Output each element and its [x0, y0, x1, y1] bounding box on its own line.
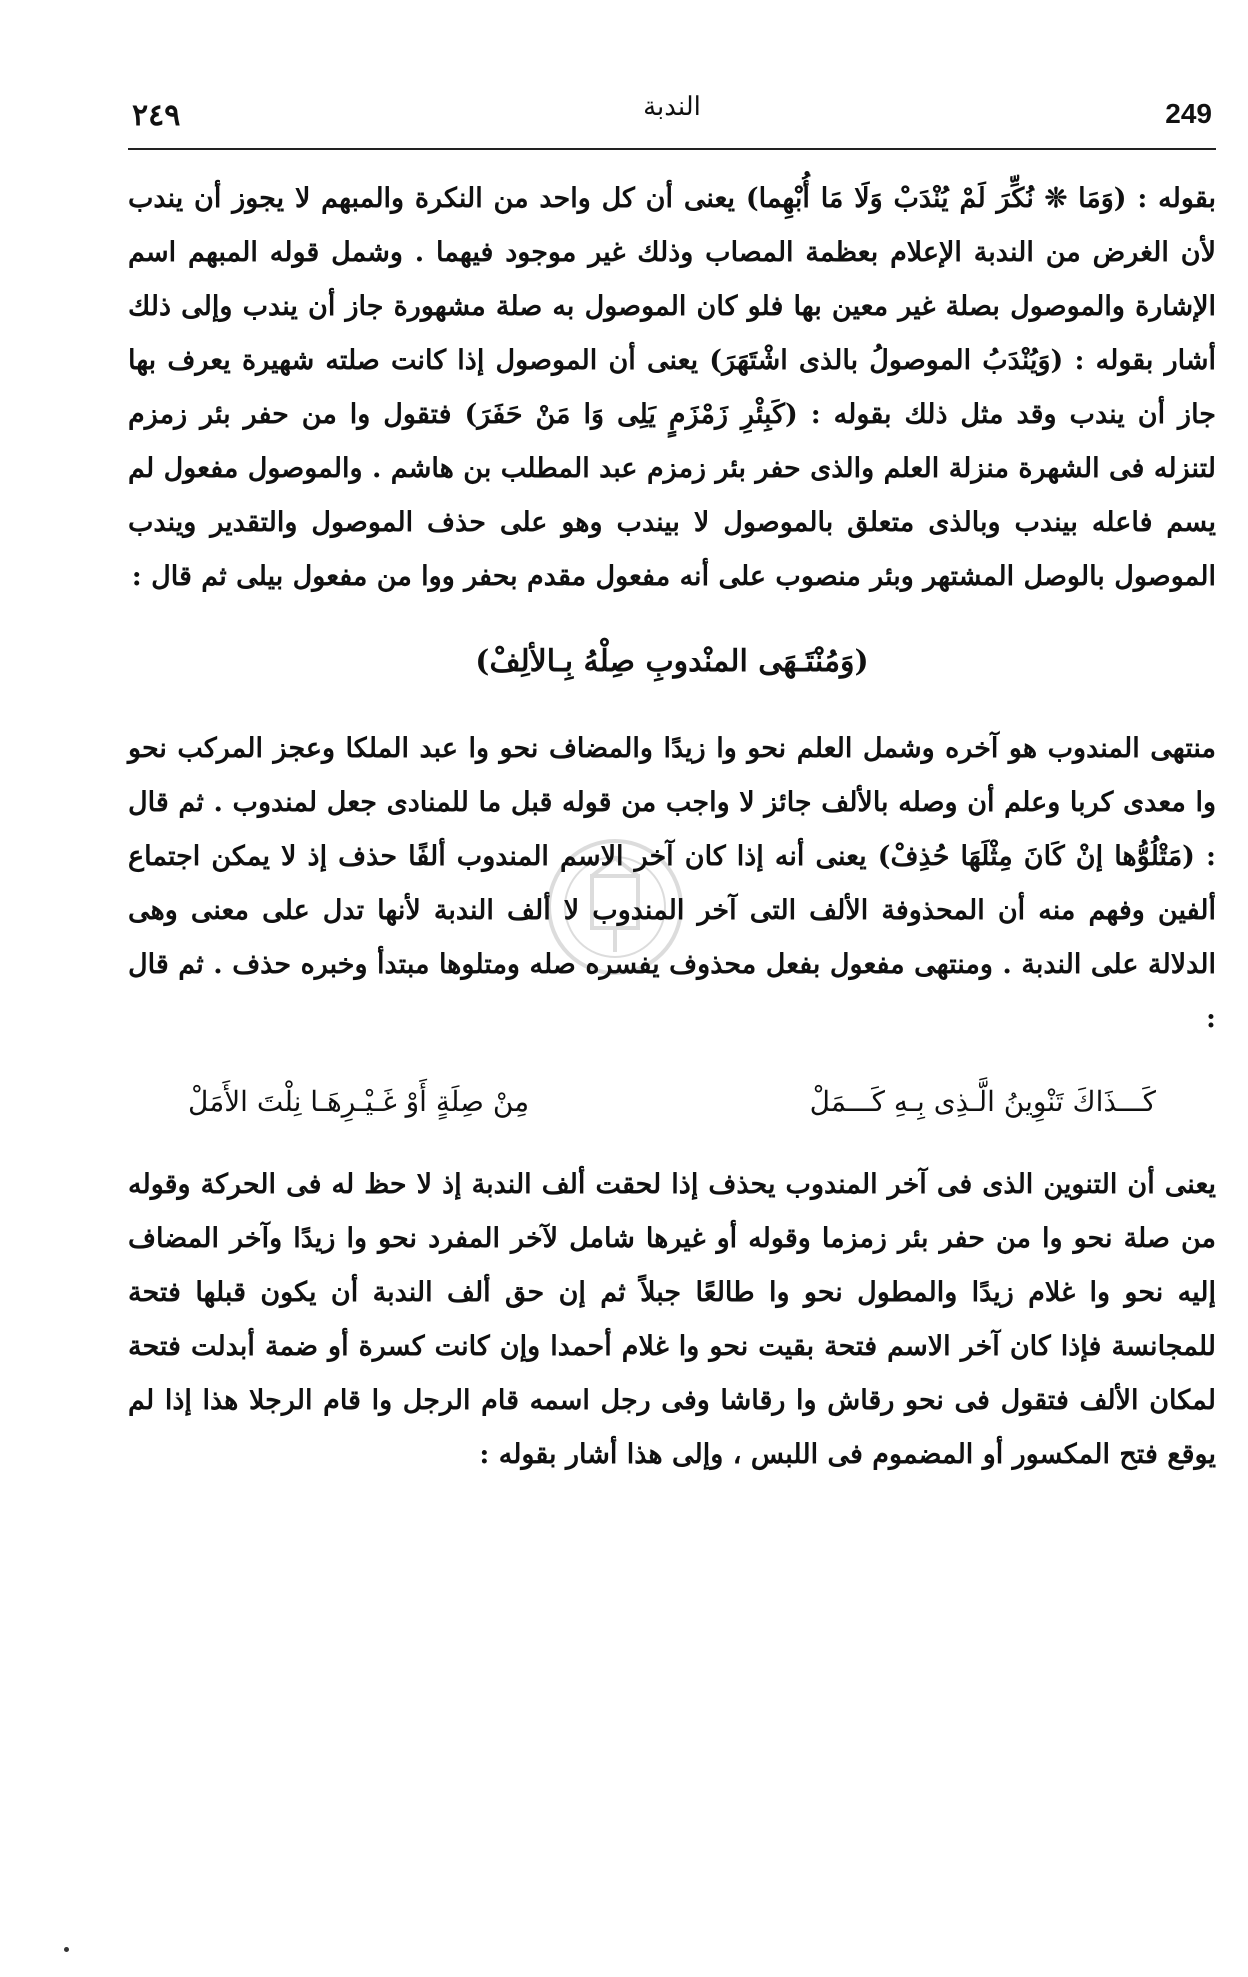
header-divider: [128, 148, 1216, 150]
scan-speck: [64, 1947, 69, 1952]
paragraph-commentary-1: بقوله : (وَمَا ❊ نُكِّرَ لَمْ يُنْدَبْ وَلَا مَا أُبْهِما) يعنى أن كل واحد من النكرة والمبهم لا يجوز أن يندب لأن الغرض من الندبة الإعلام بعظمة المصاب وذلك غير موجود فيهما . وشمل قوله المبهم اسم الإشارة والموصول بصلة غير معين بها فلو كان الموصول به صلة مشهورة جاز أن يندب وإلى ذلك أشار بقوله : (وَيُنْدَبُ الموصولُ بالذى اشْتَهَرَ) يعنى أن الموصول إذا كانت صلته شهيرة يعرف بها جاز أن يندب وقد مثل ذلك بقوله : (كَبِئْرِ زَمْزَمٍ يَلِى وَا مَنْ حَفَرَ) فتقول وا من حفر بئر زمزم لتنزله فى الشهرة منزلة العلم والذى حفر بئر زمزم عبد المطلب بن هاشم . والموصول مفعول لم يسم فاعله بيندب وبالذى متعلق بالموصول لا بيندب وهو على حذف الموصول والتقدير ويندب الموصول بالوصل المشتهر وبئر منصوب على أنه مفعول مقدم بحفر ووا من مفعول بيلى ثم قال :: [128, 183, 1216, 592]
paragraph-commentary-3: يعنى أن التنوين الذى فى آخر المندوب يحذف إذا لحقت ألف الندبة إذ لا حظ له فى الحركة وقوله من صلة نحو وا من حفر بئر زمزما وقوله أو غيرها شامل لآخر المفرد نحو وا زيدًا وآخر المضاف إليه نحو وا غلام زيدًا والمطول نحو وا طالعًا جبلاً ثم إن حق ألف الندبة أن يكون قبلها فتحة للمجانسة فإذا كان آخر الاسم فتحة بقيت نحو وا غلام أحمدا وإن كانت كسرة أو ضمة أبدلت فتحة لمكان الألف فتقول فى نحو رقاش وا رقاشا وفى رجل اسمه قام الرجل وا قام الرجلا هذا إذا لم يوقع فتح المكسور أو المضموم فى اللبس ، وإلى هذا أشار بقوله :: [128, 1169, 1216, 1470]
page-number-arabic: ٢٤٩: [132, 98, 181, 133]
paragraph-commentary-2: منتهى المندوب هو آخره وشمل العلم نحو وا زيدًا والمضاف نحو وا عبد الملكا وعجز المركب نحو وا معدى كربا وعلم أن وصله بالألف جائز لا واجب من قوله قبل ما للمنادى جعل لمندوب . ثم قال : (مَتْلُوُّها إنْ كَانَ مِثْلَهَا حُذِفْ) يعنى أنه إذا كان آخر الاسم المندوب ألفًا حذف إذ لا يمكن اجتماع ألفين وفهم منه أن المحذوفة الألف التى آخر المندوب لا ألف الندبة لأنها تدل على معنى وهى الدلالة على الندبة . ومنتهى مفعول بفعل محذوف يفسره صله ومتلوها مبتدأ وخبره حذف . ثم قال :: [128, 733, 1216, 1034]
chapter-title: الندبة: [643, 92, 701, 122]
verse-line-1: (وَمُنْتَـهَى المنْدوبِ صِلْهُ بِـالألِفْ): [475, 644, 869, 679]
verse-hemistich-left: مِنْ صِلَةٍ أَوْ غَـيْـرِهَـا نِلْتَ الأَمَلْ: [188, 1085, 530, 1118]
page-body: [128, 172, 1216, 1482]
page-number: 249: [1165, 98, 1212, 129]
verse-hemistich-right: كَـــذَاكَ تَنْوِينُ الَّـذِى بِـهِ كَـــمَلْ: [809, 1085, 1156, 1118]
verse-line-2: [188, 1072, 1156, 1132]
page-header: [128, 92, 1216, 142]
